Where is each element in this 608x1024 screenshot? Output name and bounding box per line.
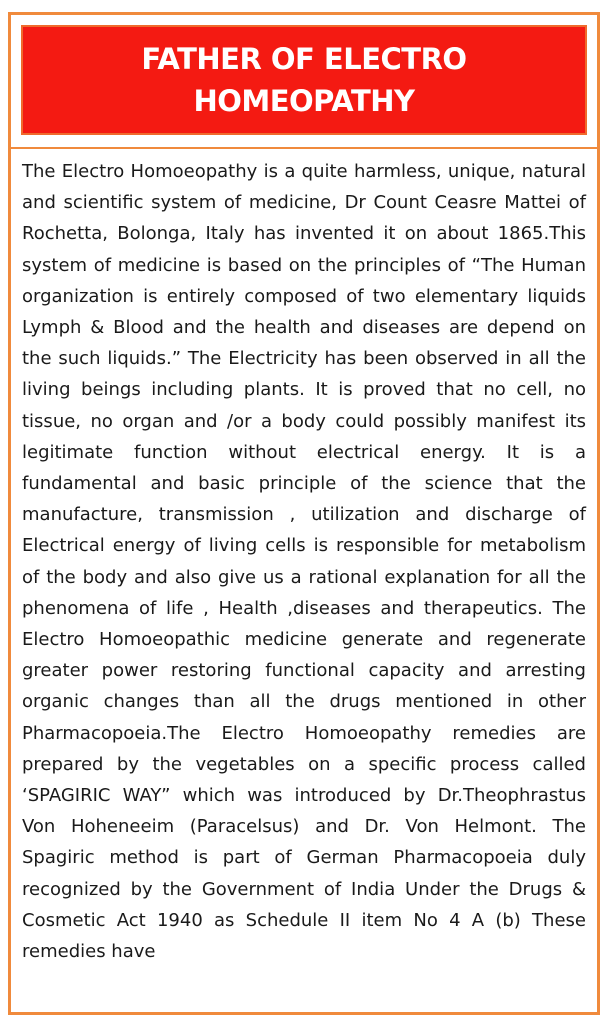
title-line-2: HOMEOPATHY <box>193 84 415 118</box>
header-divider <box>11 147 597 149</box>
article-body: The Electro Homoeopathy is a quite harmless, unique, natural and scientific system of medicine, Dr Count Ceasre Mattei of Rochetta, Bolonga, Italy has invented it on about 1865.This system of medicine is based on the principles of “The Human organization is entirely composed of two elementary liquids Lymph & Blood and the health and diseases are depend on the such liquids.” The Electricity has been observed in all the living beings including plants. It is proved that no cell, no tissue, no organ and /or a body could possibly manifest its legitimate function without electrical energy. It is a fundamental and basic principle of the science that the manufacture, transmission , utilization and discharge of Electrical energy of living cells is responsible for metabolism of the body and also give us a rational explanation for all the phenomena of life , Health ,diseases and therapeutics. The Electro Homoeopathic medicine generate and regenerate greater power restoring functional capacity and arresting organic changes than all the drugs mentioned in other Pharmacopoeia.The Electro Homoeopathy remedies are prepared by the vegetables on a specific process called ‘SPAGIRIC WAY” which was introduced by Dr.Theophrastus Von Hoheneeim (Paracelsus) and Dr. Von Helmont. The Spagiric method is part of German Pharmacopoeia duly recognized by the Government of India Under the Drugs & Cosmetic Act 1940 as Schedule II item No 4 A (b) These remedies have <box>22 161 586 963</box>
article-card <box>8 12 600 1015</box>
title-banner <box>21 25 587 135</box>
title-line-1: FATHER OF ELECTRO <box>141 42 467 76</box>
page-title <box>141 38 466 122</box>
